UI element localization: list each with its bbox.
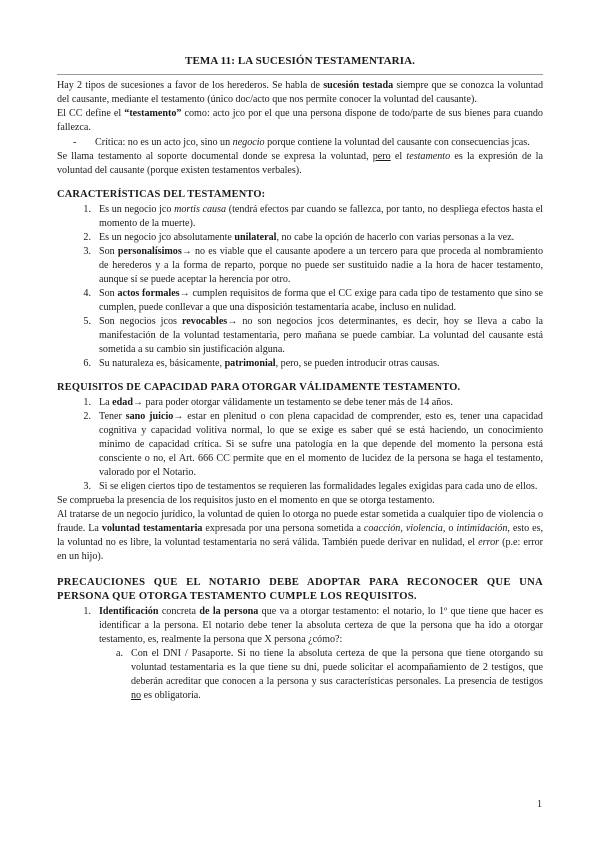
characteristics-list <box>57 203 543 371</box>
intro-paragraph-1: Hay 2 tipos de sucesiones a favor de los herederos. Se habla de sucesión testada siempre que se conozca la voluntad del causante, mediante el testamento (único doc/acto que nos permite conocer la voluntad del causante). <box>57 80 544 105</box>
document-page <box>57 54 543 703</box>
list-item: 6. Su naturaleza es, básicamente, patrimonial, pero, se pueden introducir otras causas. <box>83 358 440 369</box>
requirements-list <box>57 396 543 494</box>
title-divider <box>57 74 543 75</box>
list-item: 1. Es un negocio jco mortis causa (tendrá efectos par cuando se fallezca, por tanto, no despliega efectos hasta el momento de la muerte). <box>83 204 543 229</box>
list-item: 3. Son personalísimos→ no es viable que el causante apodere a un tercero para que proceda al nombramiento de herederos y a la forma de reparto, porque no puede ser sustituido nadie a la hora de hacer testamento, aunque sí se puede aceptar la herencia por otro. <box>83 246 543 285</box>
page-number: 1 <box>537 799 542 810</box>
intro-paragraph-3: Se llama testamento al soporte documental donde se expresa la voluntad, pero el testamento es la expresión de la voluntad del causante (porque existen testamentos verbales). <box>57 151 543 176</box>
list-item: 1. La edad→ para poder otorgar válidamente un testamento se debe tener más de 14 años. <box>83 397 453 408</box>
precautions-heading: PRECAUCIONES QUE EL NOTARIO DEBE ADOPTAR PARA RECONOCER QUE UNA PERSONA QUE OTORGA TESTAMENTO CUMPLE LOS REQUISITOS. <box>57 577 543 602</box>
list-item: 1. Identificación concreta de la persona que va a otorgar testamento: el notario, lo 1º que tiene que hacer es identificar a la persona. El notario debe tener la absoluta certeza de que la persona que ha ido a otorgar testamento, es, realmente la persona que X persona ¿cómo?: <box>83 606 543 645</box>
page-title: TEMA 11: LA SUCESIÓN TESTAMENTARIA. <box>185 55 415 67</box>
precautions-sublist <box>75 647 543 703</box>
precautions-list <box>57 605 543 647</box>
list-item: 5. Son negocios jcos revocables→ no son negocios jcos determinantes, es decir, hoy se lleva a cabo la manifestación de la voluntad testamentaria, pero mañana se puede cambiar. La voluntad del causante está sometida a su cambio sin justificación alguna. <box>83 316 544 355</box>
list-item: 4. Son actos formales→ cumplen requisitos de forma que el CC exige para cada tipo de testamento que sino se cumplen, puede conllevar a que una disposición testamentaria acabe, incluso en nulidad. <box>83 288 544 313</box>
requirements-note-1: Se comprueba la presencia de los requisitos justo en el momento en que se otorga testamento. <box>57 495 435 506</box>
characteristics-heading: CARACTERÍSTICAS DEL TESTAMENTO: <box>57 189 266 200</box>
list-item: 2. Es un negocio jco absolutamente unilateral, no cabe la opción de hacerlo con varias personas a la vez. <box>83 232 515 243</box>
list-item: 3. Si se eligen ciertos tipo de testamentos se requieren las formalidades legales exigidas para cada uno de ellos. <box>83 481 538 492</box>
requirements-note-2: Al tratarse de un negocio jurídico, la voluntad de quien lo otorga no puede estar sometida a cualquier tipo de violencia o fraude. La voluntad testamentaria expresada por una persona sometida a coacción, violencia, o intimidación, esto es, la voluntad no es libre, la voluntad testamentaria no será válida. También puede derivar en nulidad, el error (p.e: error en un hijo). <box>57 509 544 562</box>
requirements-heading: REQUISITOS DE CAPACIDAD PARA OTORGAR VÁLIDAMENTE TESTAMENTO. <box>57 382 461 393</box>
list-item: 2. Tener sano juicio→ estar en plenitud o con plena capacidad de comprender, esto es, tener una capacidad cognitiva y capacidad volitiva normal, lo que se exige es saber qué se está haciendo, un conocimiento mínimo de capacidad crítica. Si se sufre una patología en la que depende del momento la persona está consciente o no, el Art. 666 CC permite que en el momento de lucidez de la persona se haga el testamento, valorado por el Notario. <box>83 411 543 478</box>
list-item: a. Con el DNI / Pasaporte. Si no tiene la absoluta certeza de que la persona que tiene otorgando su voluntad testamentaria es la que tiene su dni, puede solicitar el acompañamiento de 2 testigos, que deberán acreditar que conocen a la persona y sus características personales. La presencia de testigos no es obligatoria. <box>115 648 543 701</box>
intro-paragraph-2: El CC define el “testamento” como: acto jco por el que una persona dispone de todo/parte de sus bienes para cuando fallezca. <box>57 108 543 133</box>
critique-bullet: - Crítica: no es un acto jco, sino un negocio porque contiene la voluntad del causante con consecuencias jcas. <box>73 137 530 148</box>
